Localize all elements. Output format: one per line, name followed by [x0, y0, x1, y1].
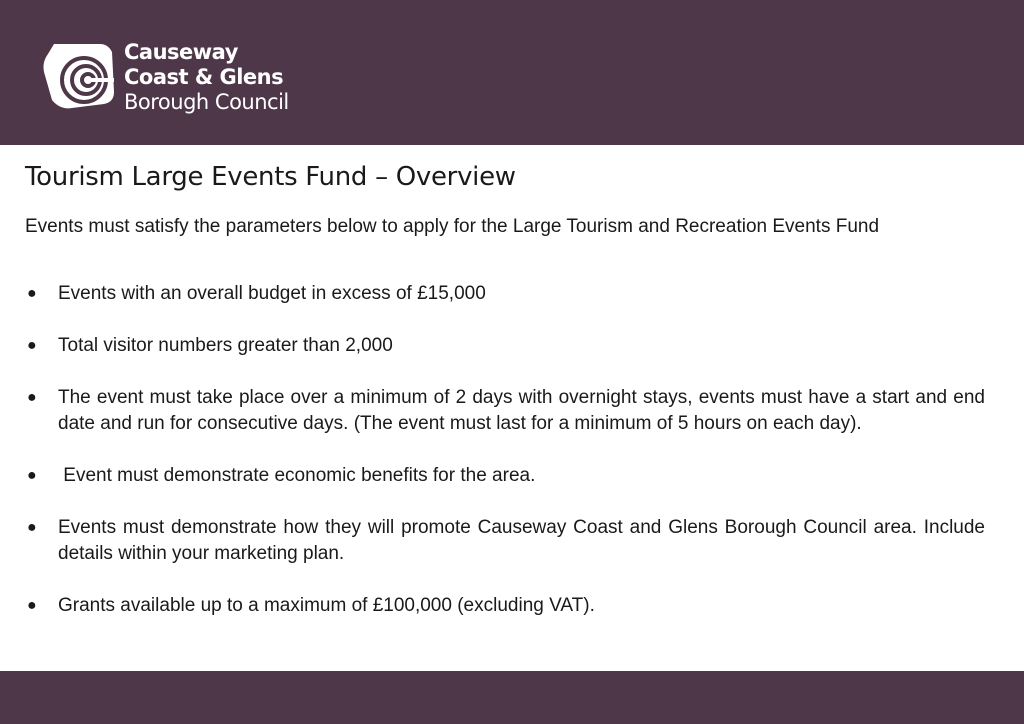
logo-line-2: Coast & Glens: [124, 65, 284, 89]
bullet-icon: ●: [27, 597, 37, 614]
list-item-text: Event must demonstrate economic benefits for the area.: [58, 465, 536, 486]
list-item-text: Grants available up to a maximum of £100,000 (excluding VAT).: [58, 595, 595, 616]
list-item: [25, 463, 985, 489]
bullet-icon: ●: [27, 389, 37, 406]
list-item-text: Events with an overall budget in excess of £15,000: [58, 283, 486, 304]
list-item-text: Events must demonstrate how they will promote Causeway Coast and Glens Borough Council area. Include details within your marketing plan.: [58, 517, 985, 564]
requirements-list: [25, 281, 985, 645]
list-item: [25, 385, 985, 437]
bullet-icon: ●: [27, 519, 37, 536]
list-item-text: Total visitor numbers greater than 2,000: [58, 335, 393, 356]
header-banner: [0, 0, 1024, 145]
bullet-icon: ●: [27, 285, 37, 302]
spiral-logo-icon: [42, 42, 116, 110]
logo-line-1: Causeway: [124, 40, 238, 64]
logo-line-3: Borough Council: [124, 90, 289, 114]
list-item: [25, 281, 985, 307]
list-item: [25, 515, 985, 567]
council-logo-text: [124, 40, 289, 115]
bullet-icon: ●: [27, 337, 37, 354]
list-item: [25, 333, 985, 359]
footer-banner: [0, 671, 1024, 724]
list-item-text: The event must take place over a minimum of 2 days with overnight stays, events must have a start and end date and run for consecutive days. (The event must last for a minimum of 5 hours on each day).: [58, 387, 985, 434]
page-title: Tourism Large Events Fund – Overview: [25, 162, 516, 192]
bullet-icon: ●: [27, 467, 37, 484]
intro-text: Events must satisfy the parameters below to apply for the Large Tourism and Recreation Events Fund: [25, 216, 880, 237]
list-item: [25, 593, 985, 619]
